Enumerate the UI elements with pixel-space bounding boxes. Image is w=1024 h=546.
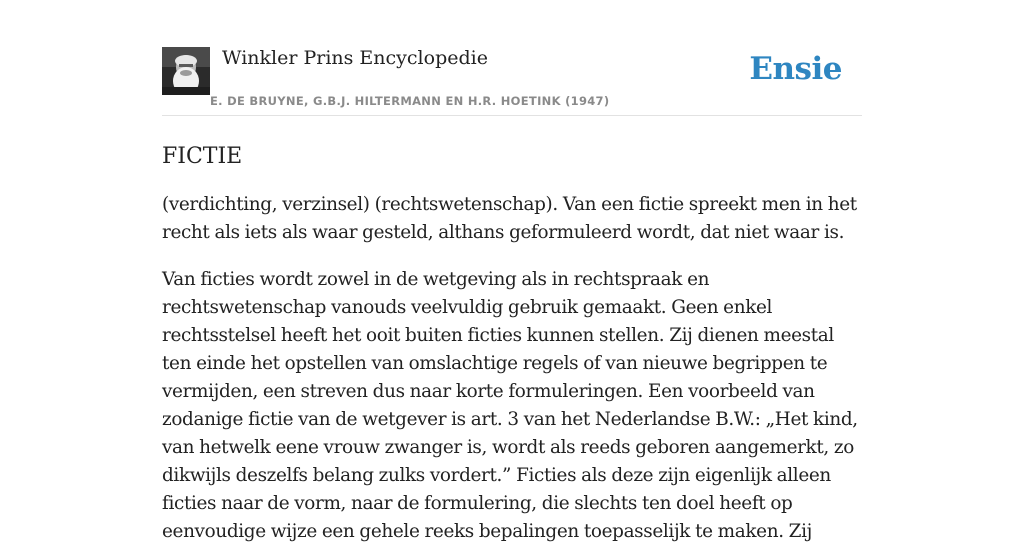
- publication-authors: E. DE BRUYNE, G.B.J. HILTERMANN EN H.R. HOETINK (1947): [210, 94, 610, 108]
- article-title: FICTIE: [162, 144, 243, 169]
- article-container: [162, 0, 862, 546]
- ensie-logo-link[interactable]: Ensie: [749, 51, 842, 87]
- article-paragraph-1: (verdichting, verzinsel) (rechtswetenschap). Van een fictie spreekt men in het recht als iets als waar gesteld, althans geformuleerd wordt, dat niet waar is.: [162, 194, 857, 243]
- publication-header: [162, 0, 862, 116]
- author-avatar[interactable]: [162, 47, 210, 95]
- publication-title[interactable]: Winkler Prins Encyclopedie: [222, 47, 488, 69]
- author-portrait-icon: [162, 47, 210, 95]
- article-paragraph-2: Van ficties wordt zowel in de wetgeving als in rechtspraak en rechtswetenschap vanouds veelvuldig gebruik gemaakt. Geen enkel rechtsstelsel heeft het ooit buiten ficties kunnen stellen. Zij dienen meestal ten einde het opstellen van omslachtige regels of van nieuwe begrippen te vermijden, een streven dus naar korte formuleringen. Een voorbeeld van zodanige fictie van de wetgever is art. 3 van het Nederlandse B.W.: „Het kind, van hetwelk eene vrouw zwanger is, wordt als reeds geboren aangemerkt, zo dikwijls deszelfs belang zulks vordert.” Ficties als deze zijn eigenlijk alleen ficties naar de vorm, naar de formulering, die slechts ten doel heeft op eenvoudige wijze een gehele reeks bepalingen toepasselijk te maken. Zij: [162, 269, 858, 542]
